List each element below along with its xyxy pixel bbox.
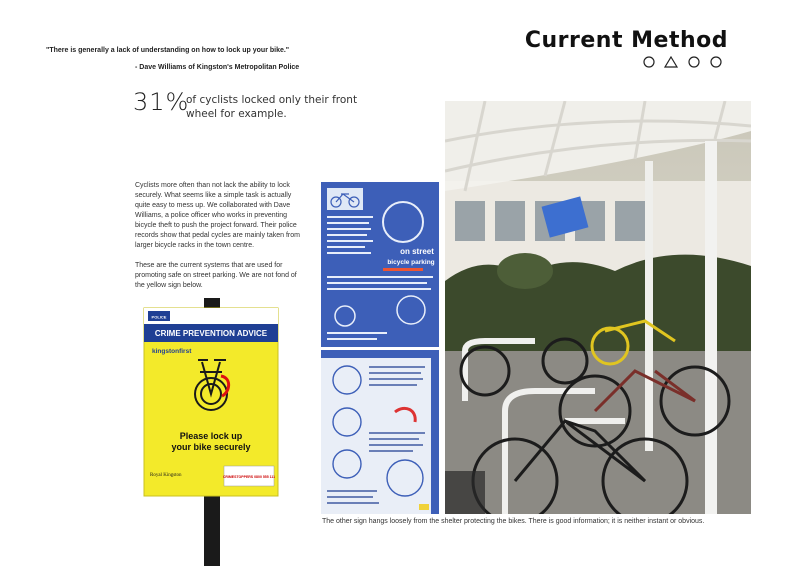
bike-locking-guide-poster — [321, 350, 439, 514]
quote-text: "There is generally a lack of understanding on how to lock up your bike." — [46, 47, 290, 54]
sign-message-line2: your bike securely — [171, 442, 251, 452]
sign-header: CRIME PREVENTION ADVICE — [154, 329, 268, 338]
police-label: POLICE — [151, 314, 167, 320]
statistic-text: of cyclists locked only their front wheel for example. — [186, 94, 358, 120]
photo-caption: The other sign hangs loosely from the shelter protecting the bikes. There is good information; it is neither instant or obvious. — [322, 518, 705, 525]
page-title: Current Method — [524, 28, 728, 53]
circle-icon — [689, 57, 699, 67]
statistic-number: 31% — [133, 88, 190, 116]
quote-attribution: - Dave Williams of Kingston's Metropolitan Police — [135, 64, 300, 71]
triangle-icon — [665, 57, 677, 67]
bike-shelter-photo — [445, 101, 751, 514]
shape-icons — [643, 56, 729, 68]
sign-footer-right: CRIMESTOPPERS 0800 555 111 — [222, 475, 276, 479]
bike-parking-poster-top — [321, 182, 439, 347]
sign-brand: kingstonfirst — [152, 348, 192, 355]
sign-message-line1: Please lock up — [179, 431, 243, 441]
body-paragraph-2: These are the current systems that are used for promoting safe on street parking. We are not fond of the yellow sign below. — [135, 262, 297, 289]
poster-title-line2: bicycle parking — [387, 259, 435, 266]
sign-footer-left: Royal Kingston — [150, 473, 182, 478]
circle-icon — [711, 57, 721, 67]
yellow-sign-photo — [142, 298, 282, 566]
poster-title-line1: on street — [400, 247, 434, 256]
circle-icon — [644, 57, 654, 67]
body-paragraph-1: Cyclists more often than not lack the ability to lock securely. What seems like a simple task is actually quite easy to mess up. We collaborated with Dave Williams, a police officer who works in preventing bicycle theft to push the project forward. Their police records show that pedal cycles are mainly taken from larger bicycle racks in the town centre. — [135, 182, 300, 249]
statistic — [133, 88, 358, 120]
